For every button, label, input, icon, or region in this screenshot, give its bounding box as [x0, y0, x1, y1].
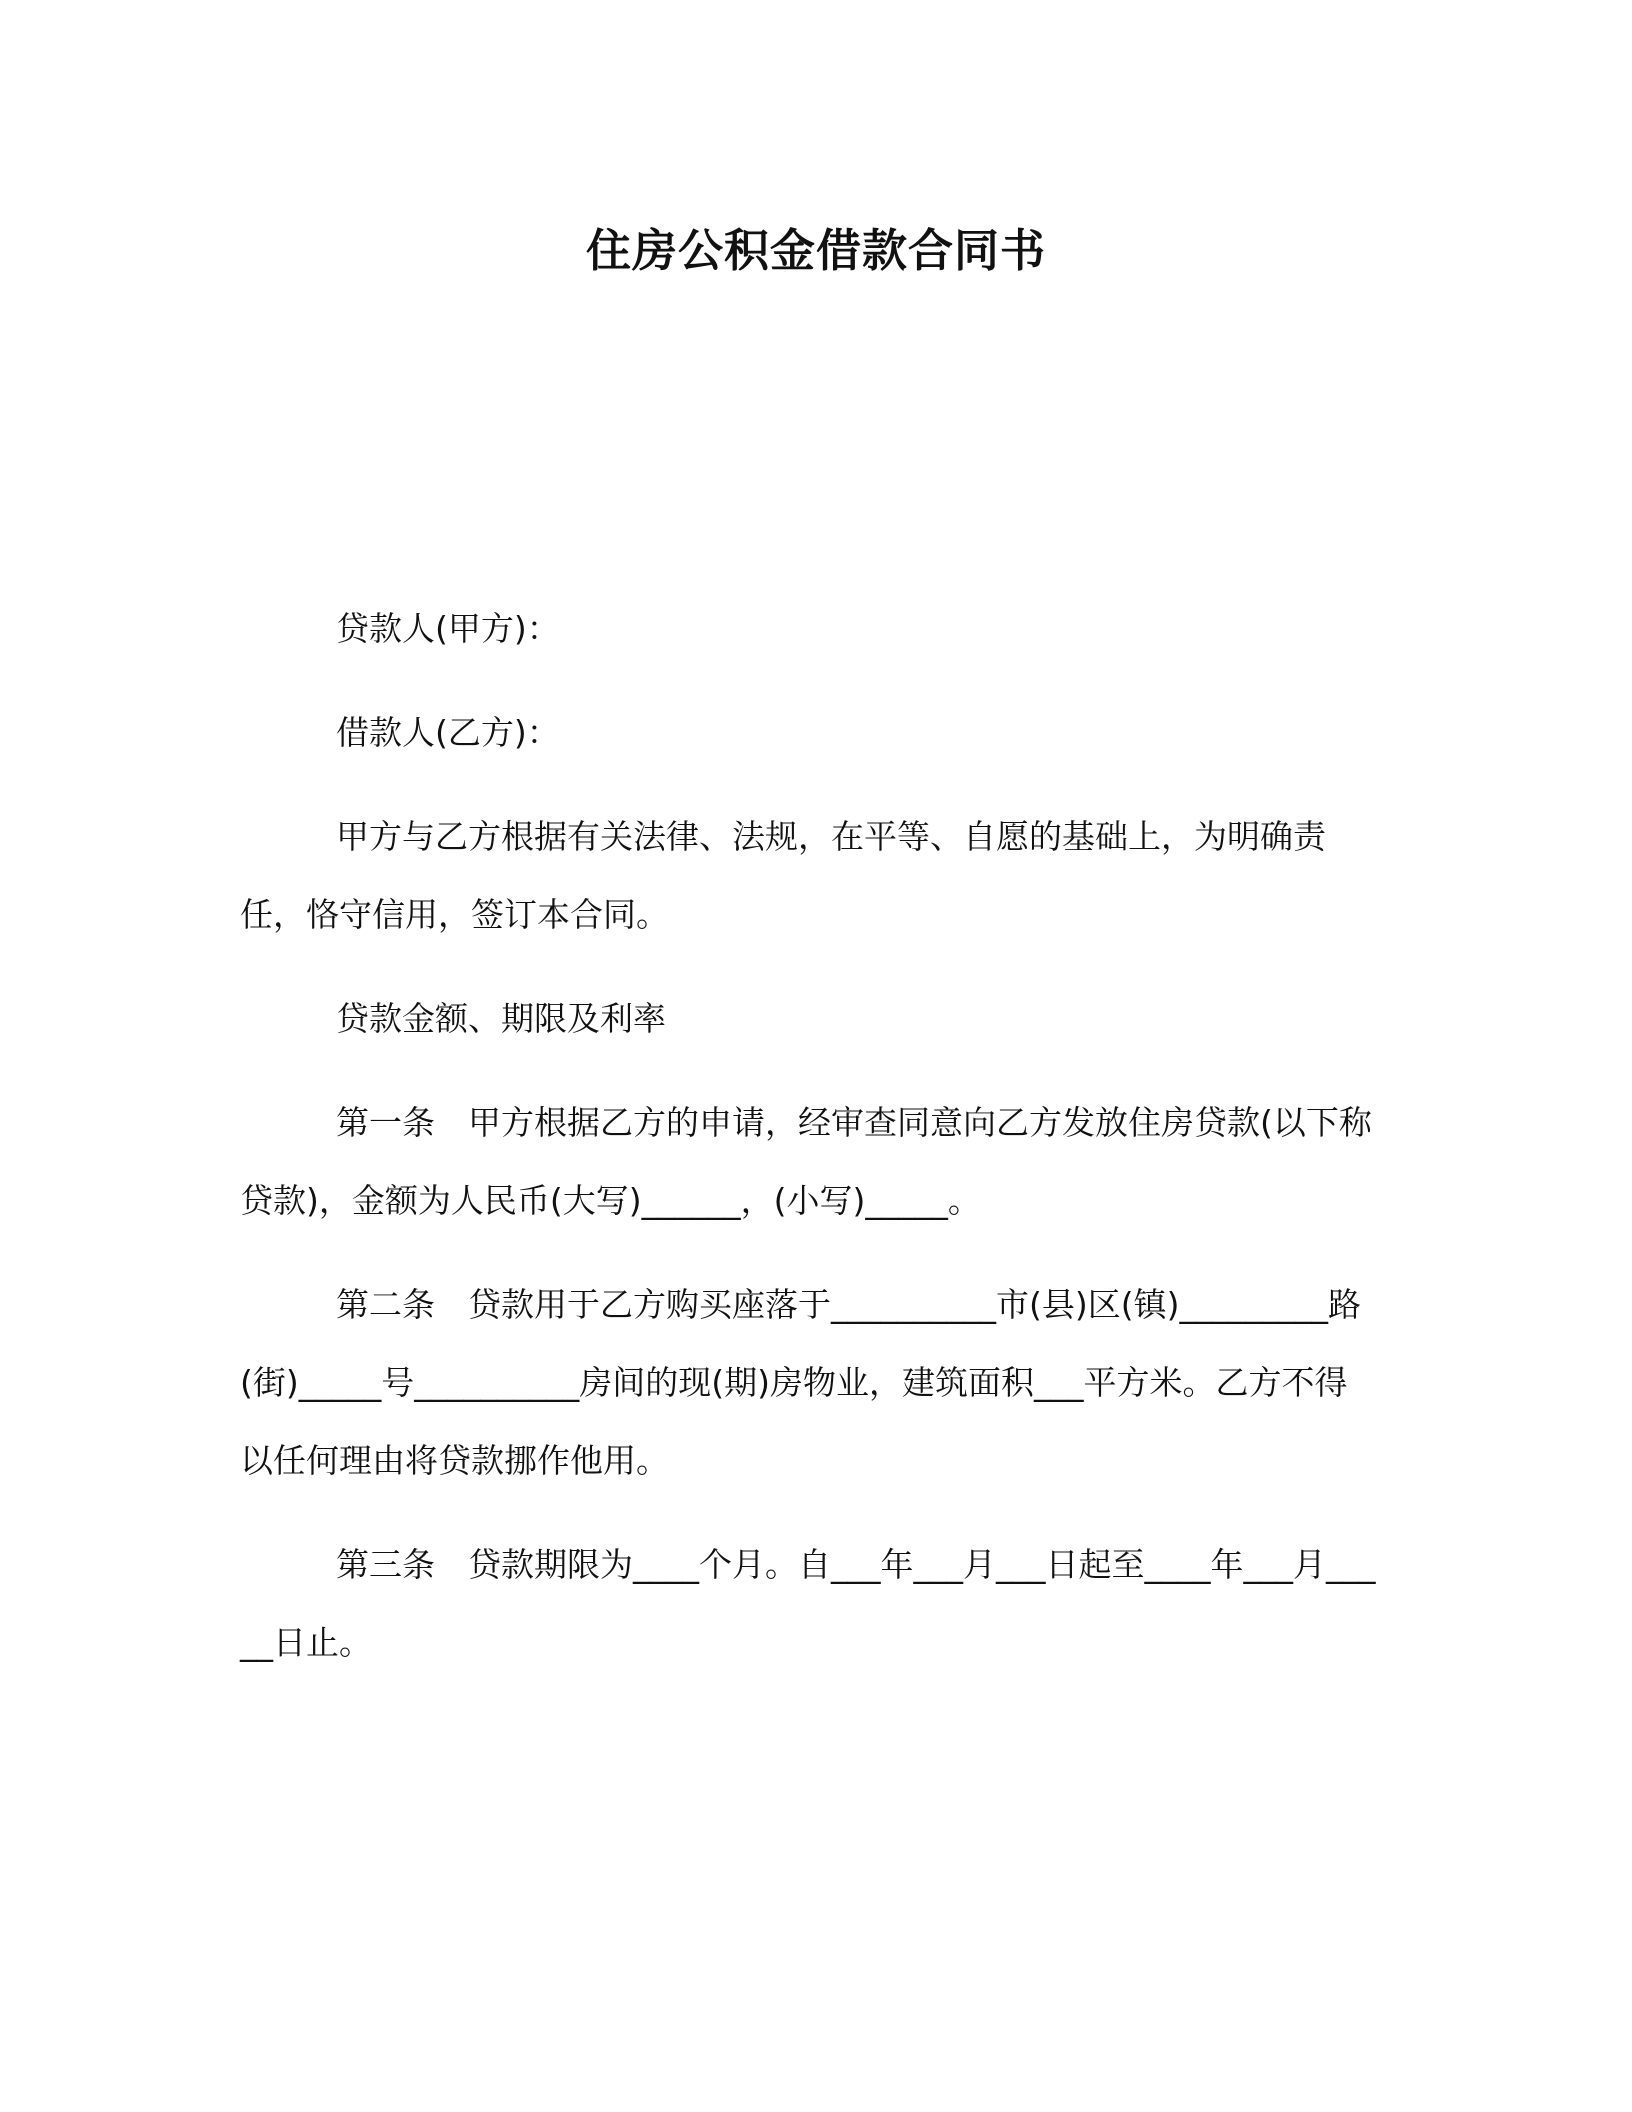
section-heading: 贷款金额、期限及利率: [336, 999, 666, 1038]
document-title: 住房公积金借款合同书: [585, 224, 1046, 277]
borrower-line: 借款人(乙方)：: [336, 713, 560, 752]
article-3: 第三条 贷款期限为____个月。自___年___月___日起至____年___月_____日止。: [240, 1545, 1376, 1662]
article-1: 第一条 甲方根据乙方的申请，经审查同意向乙方发放住房贷款(以下称贷款)，金额为人民币(大写)______，(小写)_____。: [240, 1103, 1372, 1220]
lender-line: 贷款人(甲方)：: [336, 609, 560, 648]
intro-paragraph: 甲方与乙方根据有关法律、法规，在平等、自愿的基础上，为明确责任，恪守信用，签订本合同。: [240, 817, 1326, 934]
document-body: [240, 590, 1380, 1708]
article-2: 第二条 贷款用于乙方购买座落于__________市(县)区(镇)_________路(街)_____号__________房间的现(期)房物业，建筑面积___平方米。乙方不得以任何理由将贷款挪作他用。: [240, 1285, 1361, 1480]
